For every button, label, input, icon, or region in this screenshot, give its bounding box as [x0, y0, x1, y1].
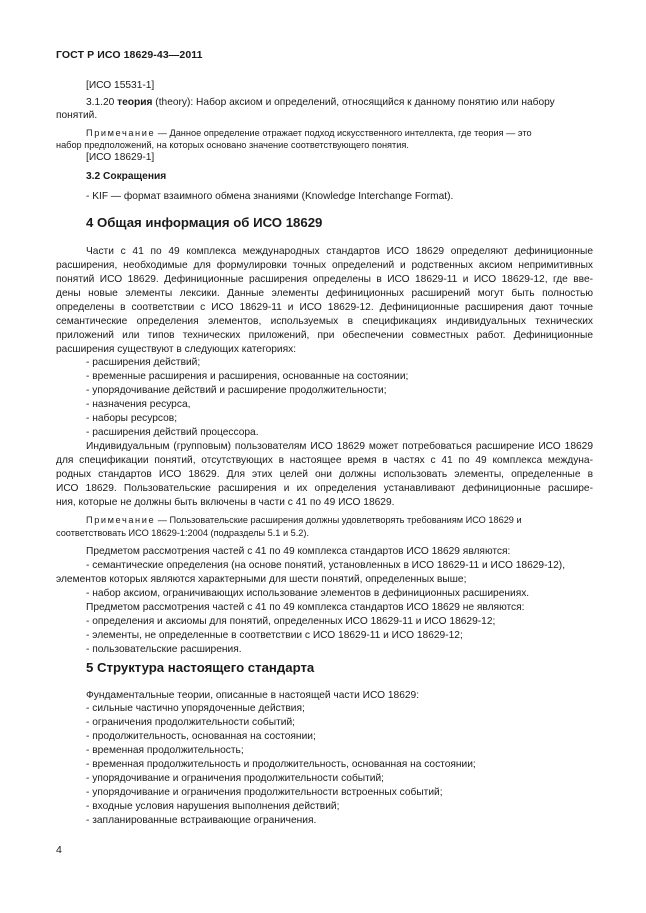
- s4-p1-line: расширения существуют в следующих категориях:: [56, 344, 297, 355]
- category-item: - расширения действий;: [86, 357, 201, 368]
- s4-p1-line: расширения, необходимые для формулировки точных определений и родственных аксиом непримитивных: [56, 260, 593, 271]
- section-4-title: 4 Общая информация об ИСО 18629: [86, 215, 323, 230]
- theory-item: - упорядочивание и ограничения продолжительности встроенных событий;: [86, 787, 443, 798]
- s4-p1-line: дены новые элементы лексики. Данные элементы дефиниционных расширений могут быть полностью: [56, 288, 593, 299]
- document-header: ГОСТ Р ИСО 18629-43—2011: [56, 49, 203, 61]
- section-3-2-title: 3.2 Сокращения: [86, 171, 167, 182]
- term-definition-cont: понятий.: [56, 110, 98, 121]
- s5-intro: Фундаментальные теории, описанные в настоящей части ИСО 18629:: [86, 690, 420, 701]
- s4-p1-line: Части с 41 по 49 комплекса международных стандартов ИСО 18629 определяют дефиниционные: [86, 246, 593, 257]
- note-text: — Данное определение отражает подход искусственного интеллекта, где теория — это: [155, 128, 532, 138]
- term-number: 3.1.20: [86, 97, 118, 108]
- category-item: - наборы ресурсов;: [86, 413, 178, 424]
- s4-p1-line: понятий ИСО 18629. Дефиниционные расширения определены в ИСО 18629-11 и ИСО 18629-12, где вве-: [56, 274, 593, 285]
- scope-out-intro: Предметом рассмотрения частей с 41 по 49 комплекса стандартов ИСО 18629 не являются:: [86, 602, 525, 613]
- scope-in-item: элементов которых являются характерными для шести понятий, определенных выше;: [56, 574, 467, 585]
- note-user-extensions-cont: соответствовать ИСО 18629-1:2004 (подразделы 5.1 и 5.2).: [56, 528, 310, 538]
- s4-p1-line: определены в соответствии с ИСО 18629-11 и ИСО 18629-12. Дефиниционные расширения дают точные: [56, 302, 593, 313]
- theory-item: - входные условия нарушения выполнения действий;: [86, 801, 340, 812]
- category-item: - расширения действий процессора.: [86, 427, 259, 438]
- theory-item: - запланированные встраивающие ограничения.: [86, 815, 317, 826]
- scope-in-item: - набор аксиом, ограничивающих использование элементов в дефиниционных расширениях.: [86, 588, 530, 599]
- category-item: - временные расширения и расширения, основанные на состоянии;: [86, 371, 409, 382]
- scope-out-item: - определения и аксиомы для понятий, определенных ИСО 18629-11 и ИСО 18629-12;: [86, 616, 496, 627]
- term-definition: [86, 96, 555, 109]
- note-text: — Пользовательские расширения должны удовлетворять требованиям ИСО 18629 и: [155, 515, 522, 525]
- s4-p1-line: семантические определения элементов, используемых в спецификациях индивидуальных технических: [56, 316, 593, 327]
- s4-p2-line: ИСО 18629. Пользовательские расширения и их определения устанавливают дефиниционные расшире-: [56, 483, 593, 494]
- page-number: 4: [56, 844, 62, 856]
- note-user-extensions: [86, 514, 522, 527]
- reference-iso-15531: [ИСО 15531-1]: [86, 80, 155, 91]
- category-item: - назначения ресурса,: [86, 399, 191, 410]
- term-text: (theory): Набор аксиом и определений, относящийся к данному понятию или набору: [152, 97, 555, 108]
- note-label: Примечание: [86, 515, 156, 525]
- s4-p2-line: ния, которые не должны быть включены в части с 41 по 49 ИСО 18629.: [56, 497, 395, 508]
- scope-in-item: - семантические определения (на основе понятий, установленных в ИСО 18629-11 и ИСО 18629-12),: [86, 560, 566, 571]
- note-definition-cont: набор предположений, на которых основано значение соответствующего понятия.: [56, 140, 409, 150]
- s4-p2-line: для спецификации понятий, отсутствующих в настоящее время в частях с 41 по 49 комплекса междуна-: [56, 455, 593, 466]
- scope-in-intro: Предметом рассмотрения частей с 41 по 49 комплекса стандартов ИСО 18629 являются:: [86, 546, 511, 557]
- theory-item: - продолжительность, основанная на состоянии;: [86, 731, 316, 742]
- s4-p2-line: Индивидуальным (групповым) пользователям ИСО 18629 может потребоваться расширение ИСО 18629: [86, 441, 593, 452]
- section-5-title: 5 Структура настоящего стандарта: [86, 660, 315, 675]
- theory-item: - сильные частично упорядоченные действия;: [86, 703, 305, 714]
- category-item: - упорядочивание действий и расширение продолжительности;: [86, 385, 387, 396]
- theory-item: - ограничения продолжительности событий;: [86, 717, 295, 728]
- theory-item: - временная продолжительность;: [86, 745, 244, 756]
- scope-out-item: - пользовательские расширения.: [86, 644, 242, 655]
- note-label: Примечание: [86, 128, 156, 138]
- theory-item: - упорядочивание и ограничения продолжительности событий;: [86, 773, 384, 784]
- term-name: теория: [117, 97, 153, 108]
- theory-item: - временная продолжительность и продолжительность, основанная на состоянии;: [86, 759, 476, 770]
- abbreviation-kif: - KIF — формат взаимного обмена знаниями (Knowledge Interchange Format).: [86, 191, 454, 202]
- s4-p2-line: родных стандартов ИСО 18629. Для этих целей они должны использовать элементы, определенные в: [56, 469, 593, 480]
- scope-out-item: - элементы, не определенные в соответствии с ИСО 18629-11 и ИСО 18629-12;: [86, 630, 463, 641]
- reference-iso-18629-1: [ИСО 18629-1]: [86, 152, 155, 163]
- s4-p1-line: приложений или типов технических приложений, при обеспечении совместных работ. Дефиниционные: [56, 330, 593, 341]
